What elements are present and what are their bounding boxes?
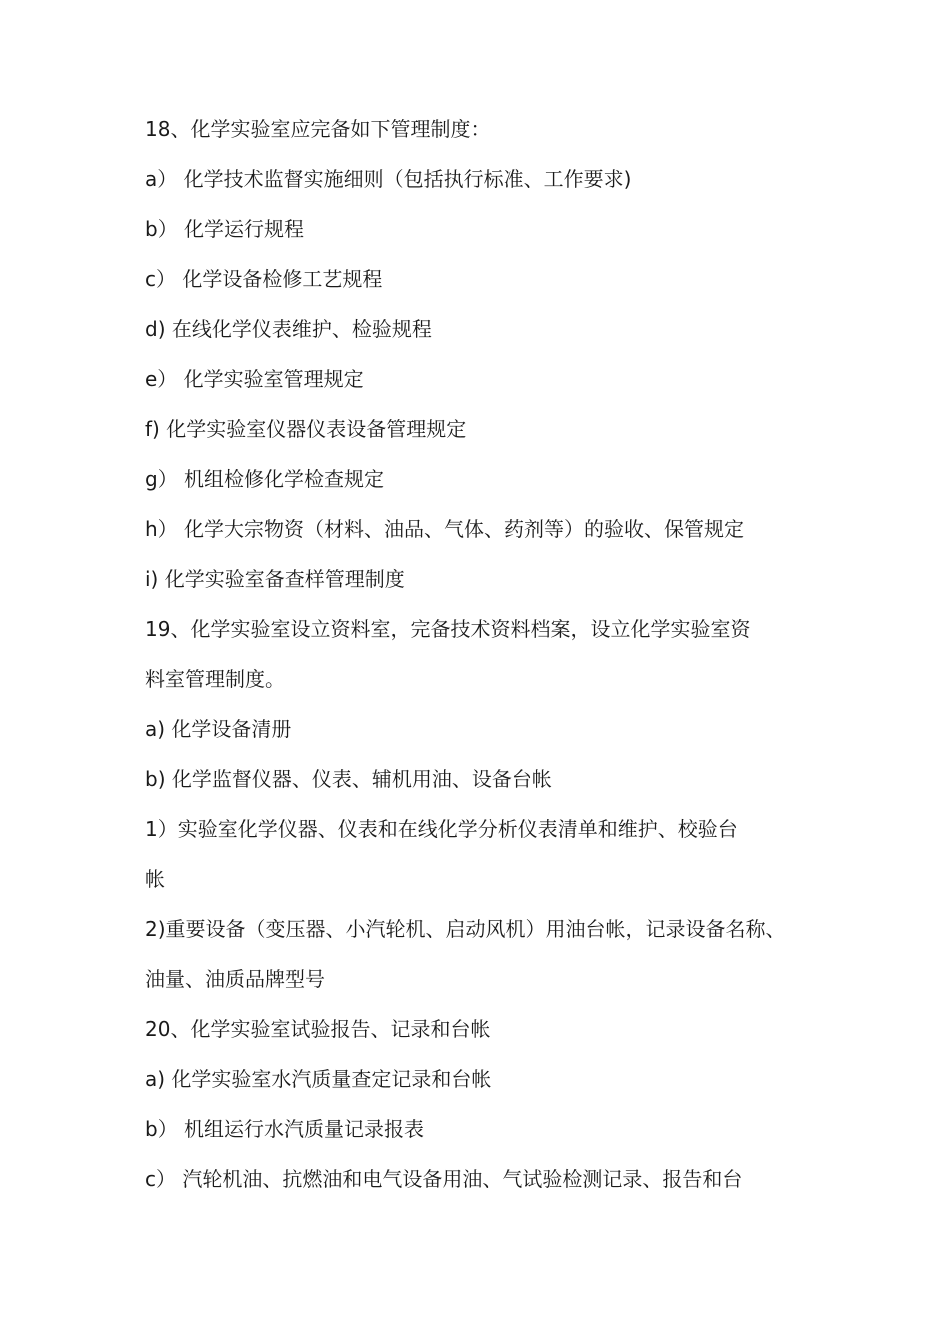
list-item-20c: c） 汽轮机油、抗燃油和电气设备用油、气试验检测记录、报告和台 <box>145 1167 743 1191</box>
list-item-18f: f) 化学实验室仪器仪表设备管理规定 <box>145 417 467 441</box>
list-item-18d: d) 在线化学仪表维护、检验规程 <box>145 317 432 341</box>
section-19-heading-cont: 料室管理制度。 <box>145 667 285 691</box>
sub-item-19b-1-cont: 帐 <box>145 867 165 891</box>
section-19-heading: 19、化学实验室设立资料室，完备技术资料档案，设立化学实验室资 <box>145 617 751 641</box>
sub-item-19b-2: 2)重要设备（变压器、小汽轮机、启动风机）用油台帐，记录设备名称、 <box>145 917 786 941</box>
list-item-18c: c） 化学设备检修工艺规程 <box>145 267 383 291</box>
list-item-18e: e） 化学实验室管理规定 <box>145 367 364 391</box>
list-item-19b: b) 化学监督仪器、仪表、辅机用油、设备台帐 <box>145 767 552 791</box>
document-body <box>145 104 835 1204</box>
list-item-18g: g） 机组检修化学检查规定 <box>145 467 385 491</box>
list-item-19a: a) 化学设备清册 <box>145 717 292 741</box>
sub-item-19b-2-cont: 油量、油质品牌型号 <box>145 967 325 991</box>
list-item-18h: h） 化学大宗物资（材料、油品、气体、药剂等）的验收、保管规定 <box>145 517 745 541</box>
sub-item-19b-1: 1）实验室化学仪器、仪表和在线化学分析仪表清单和维护、校验台 <box>145 817 738 841</box>
list-item-18b: b） 化学运行规程 <box>145 217 305 241</box>
section-18-heading: 18、化学实验室应完备如下管理制度： <box>145 117 491 141</box>
list-item-18i: i) 化学实验室备查样管理制度 <box>145 567 405 591</box>
list-item-20b: b） 机组运行水汽质量记录报表 <box>145 1117 425 1141</box>
list-item-18a: a） 化学技术监督实施细则（包括执行标准、工作要求) <box>145 167 632 191</box>
list-item-20a: a) 化学实验室水汽质量查定记录和台帐 <box>145 1067 492 1091</box>
section-20-heading: 20、化学实验室试验报告、记录和台帐 <box>145 1017 491 1041</box>
